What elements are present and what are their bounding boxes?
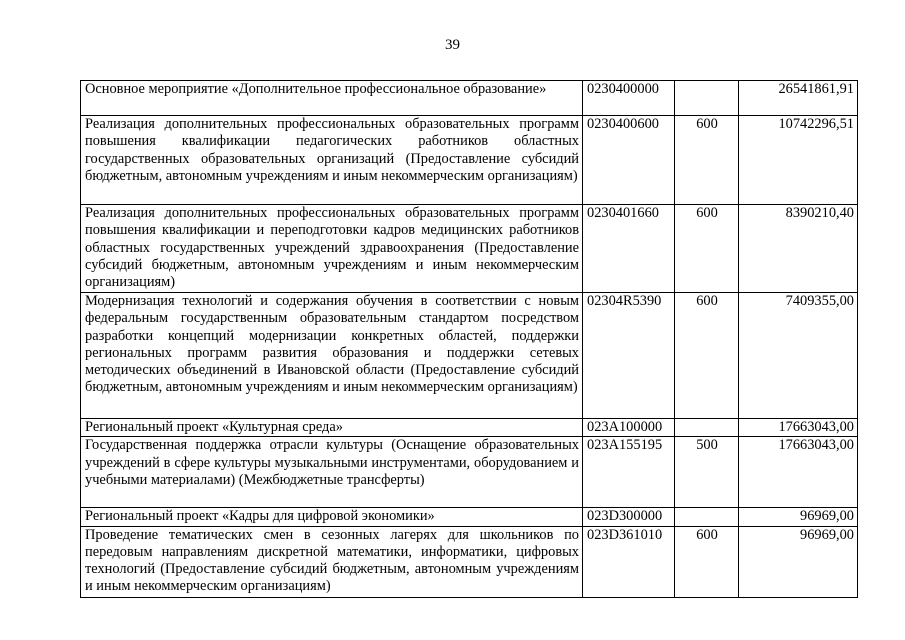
row-amount: 17663043,00: [739, 437, 858, 508]
row-name: Основное мероприятие «Дополнительное профессиональное образование»: [81, 81, 583, 116]
budget-table: [80, 80, 858, 598]
row-target-code: 0230400600: [583, 116, 675, 205]
table-row: [81, 81, 858, 116]
row-expense-type: 600: [675, 526, 739, 597]
row-amount: 96969,00: [739, 526, 858, 597]
row-target-code: 023A155195: [583, 437, 675, 508]
table-row: [81, 419, 858, 437]
table-row: [81, 293, 858, 419]
row-amount: 17663043,00: [739, 419, 858, 437]
row-amount: 10742296,51: [739, 116, 858, 205]
row-amount: 96969,00: [739, 508, 858, 526]
page-number: 39: [445, 37, 460, 53]
row-target-code: 0230400000: [583, 81, 675, 116]
table-row: [81, 526, 858, 597]
row-expense-type: 600: [675, 293, 739, 419]
row-amount: 8390210,40: [739, 205, 858, 293]
row-expense-type: [675, 81, 739, 116]
row-name: Реализация дополнительных профессиональных образовательных программ повышения квалификации педагогических работников областных государственных образовательных организаций (Предоставление субсидий бюджетным, автономным учреждениям и иным некоммерческим организациям): [81, 116, 583, 205]
row-expense-type: [675, 419, 739, 437]
row-name: Модернизация технологий и содержания обучения в соответствии с новым федеральным государственным образовательным стандартом посредством разработки концепций модернизации конкретных областей, поддержки региональных программ развития образования и поддержки сетевых методических объединений в Ивановской области (Предоставление субсидий бюджетным, автономным учреждениям и иным некоммерческим организациям): [81, 293, 583, 419]
table-row: [81, 437, 858, 508]
table-row: [81, 508, 858, 526]
row-expense-type: 500: [675, 437, 739, 508]
row-target-code: 02304R5390: [583, 293, 675, 419]
row-target-code: 0230401660: [583, 205, 675, 293]
row-name: Реализация дополнительных профессиональных образовательных программ повышения квалификации и переподготовки кадров медицинских работников областных государственных учреждений здравоохранения (Предоставление субсидий бюджетным, автономным учреждениям и иным некоммерческим организациям): [81, 205, 583, 293]
row-expense-type: 600: [675, 205, 739, 293]
table-row: [81, 116, 858, 205]
row-name: Проведение тематических смен в сезонных лагерях для школьников по передовым направлениям дискретной математики, информатики, цифровых технологий (Предоставление субсидий бюджетным, автономным учреждениям и иным некоммерческим организациям): [81, 526, 583, 597]
row-target-code: 023A100000: [583, 419, 675, 437]
row-name: Региональный проект «Кадры для цифровой экономики»: [81, 508, 583, 526]
row-name: Региональный проект «Культурная среда»: [81, 419, 583, 437]
row-name: Государственная поддержка отрасли культуры (Оснащение образовательных учреждений в сфере культуры музыкальными инструментами, оборудованием и учебными материалами) (Межбюджетные трансферты): [81, 437, 583, 508]
row-target-code: 023D361010: [583, 526, 675, 597]
table-row: [81, 205, 858, 293]
row-amount: 7409355,00: [739, 293, 858, 419]
row-expense-type: 600: [675, 116, 739, 205]
row-expense-type: [675, 508, 739, 526]
row-amount: 26541861,91: [739, 81, 858, 116]
row-target-code: 023D300000: [583, 508, 675, 526]
